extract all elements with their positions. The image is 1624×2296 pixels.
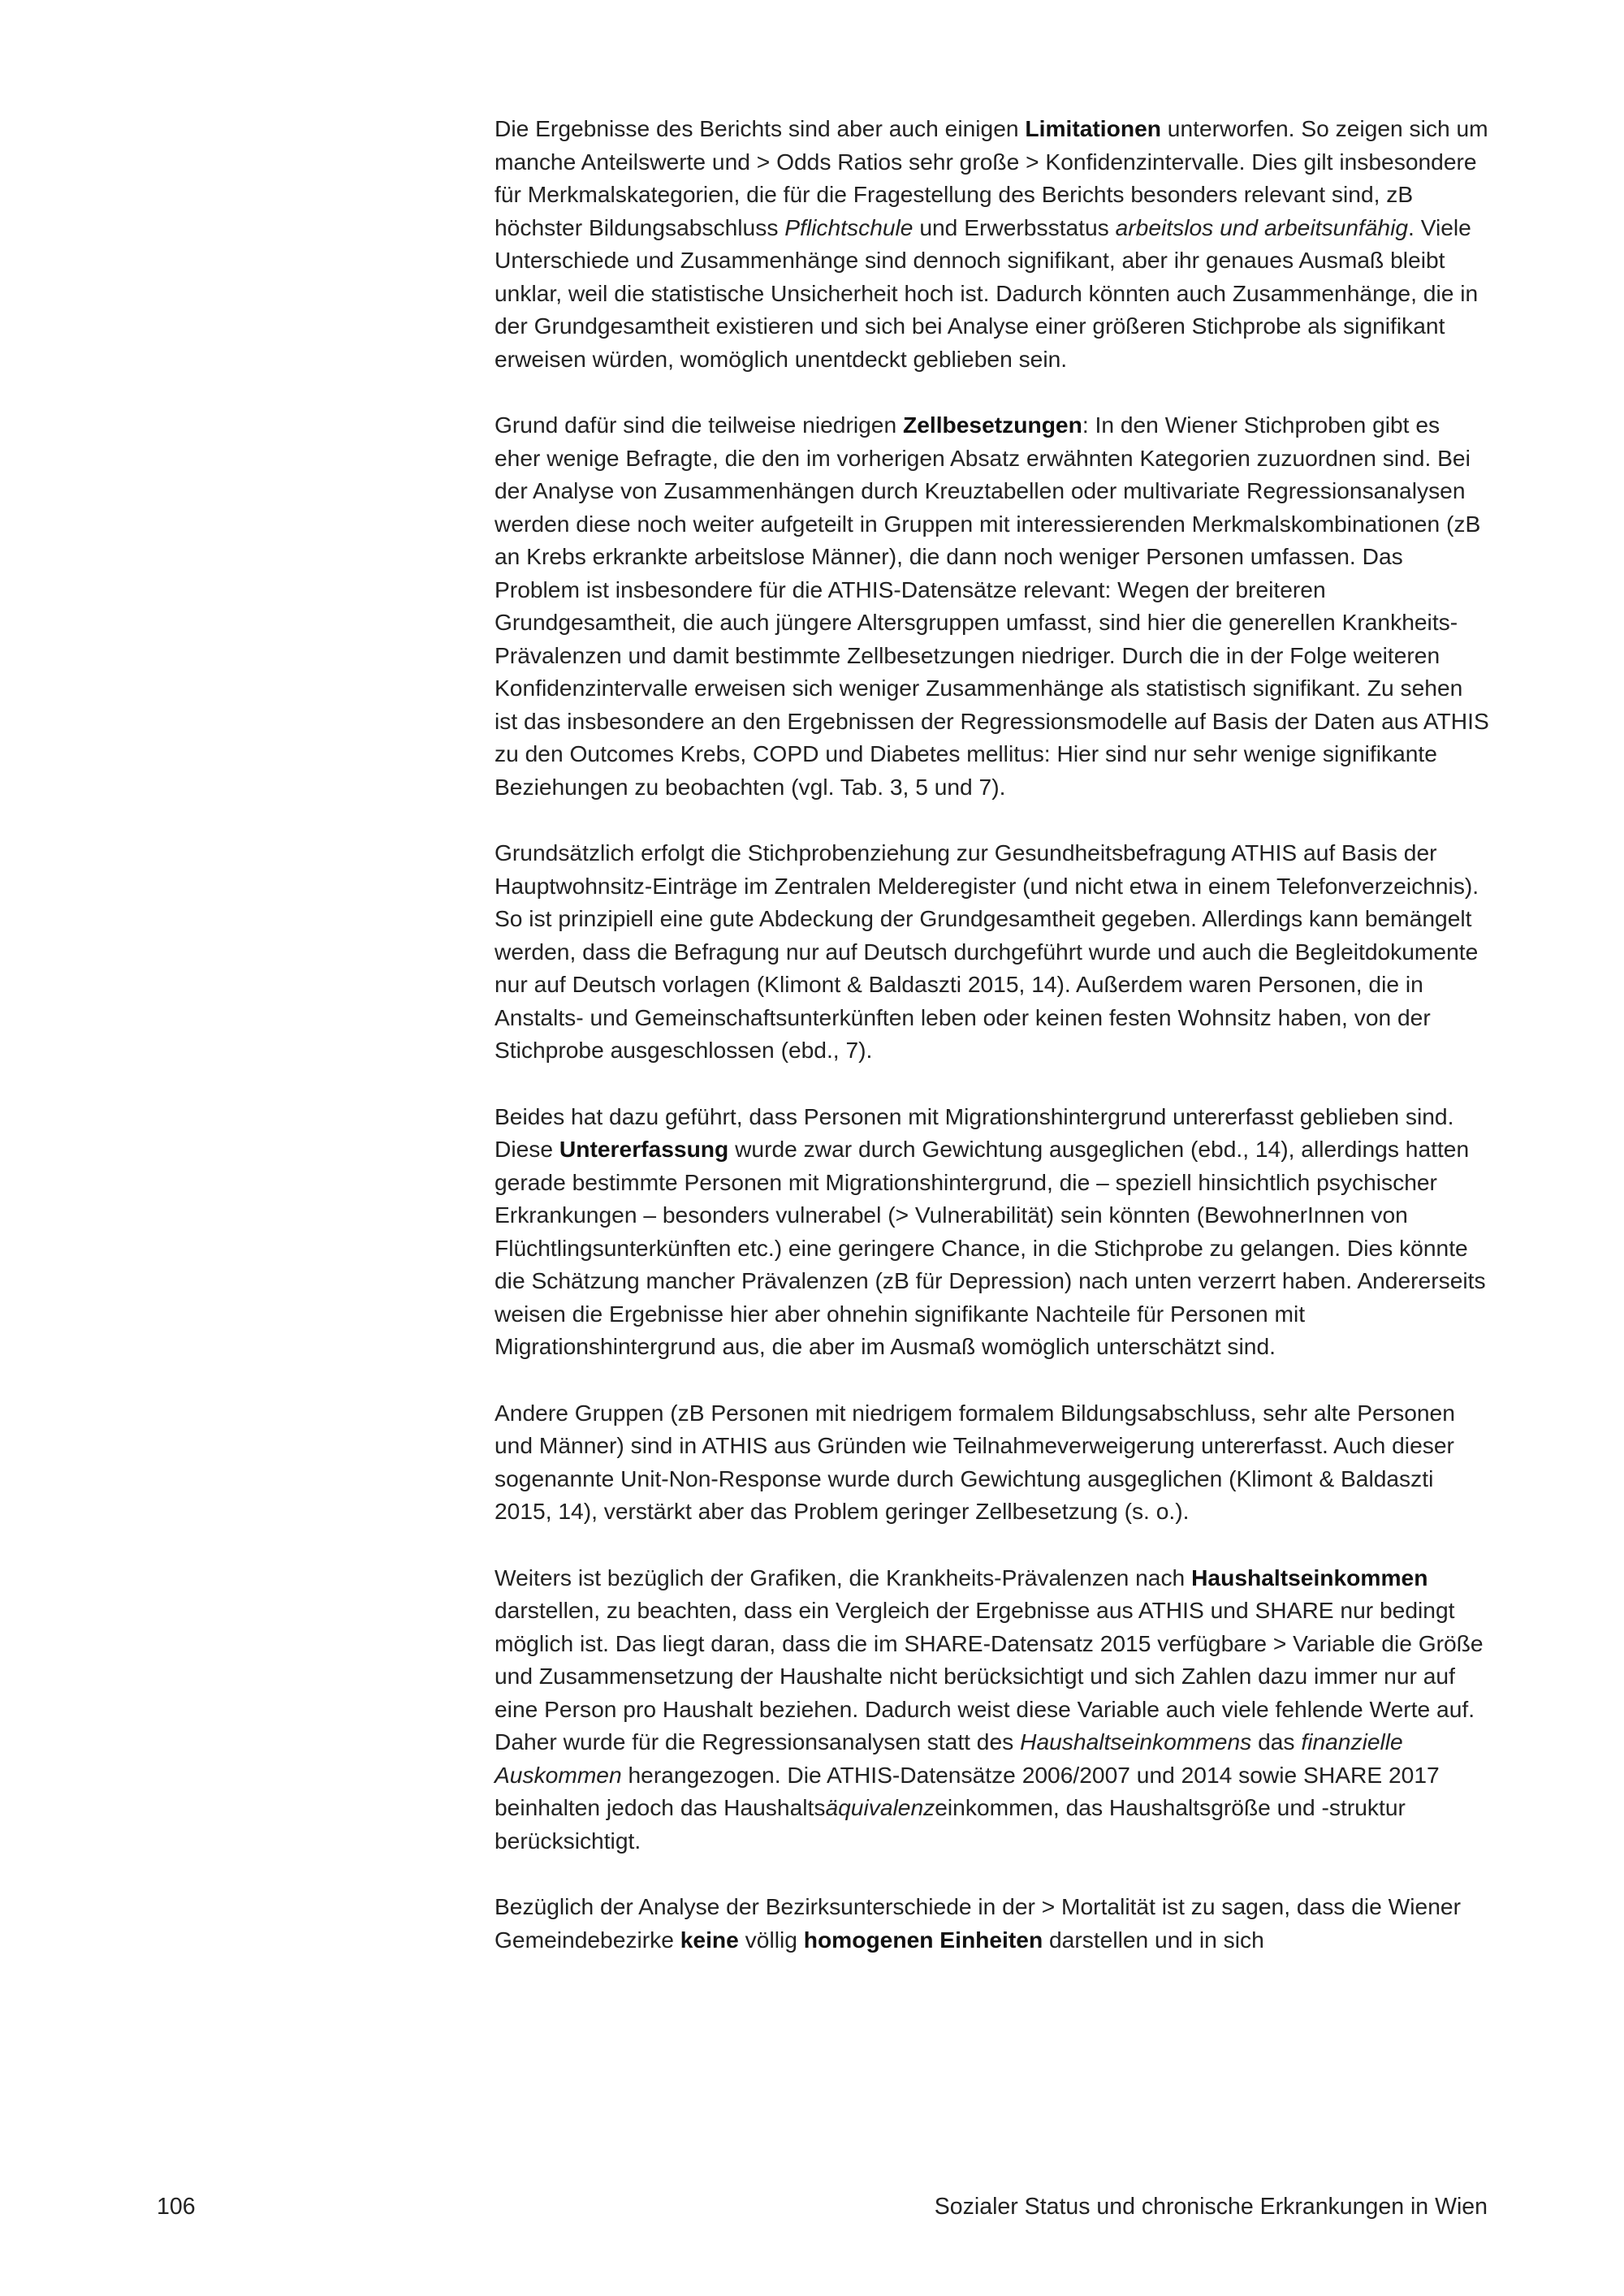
- text-run: Bezüglich der Analyse der Bezirksunterschiede in der > Mortalität ist zu sagen, dass die Wiener Gemeindebezirke: [495, 1893, 1461, 1953]
- text-run: Andere Gruppen (zB Personen mit niedrigem formalem Bildungsabschluss, sehr alte Personen und Männer) sind in ATHIS aus Gründen wie Teilnahmeverweigerung untererfasst. Auch dieser sogenannte Unit-Non-Response wurde durch Gewichtung ausgeglichen (Klimont & Baldaszti 2015, 14), verstärkt aber das Problem geringer Zellbesetzung (s. o.).: [495, 1399, 1455, 1524]
- bold-term: Haushaltseinkommen: [1191, 1564, 1428, 1590]
- bold-term: keine: [680, 1926, 739, 1953]
- italic-term: finanzielle Auskommen: [495, 1728, 1403, 1788]
- bold-term: homogenen Einheiten: [803, 1926, 1043, 1953]
- paragraph-sampling: [495, 836, 1489, 1067]
- italic-term: Haushaltseinkommens: [1020, 1728, 1252, 1754]
- text-run: . Viele Unterschiede und Zusammenhänge sind dennoch signifikant, aber ihr genaues Ausmaß bleibt unklar, weil die statistische Unsicherheit hoch ist. Dadurch könnten auch Zusammenhänge, die in der Grundgesamtheit existieren und sich bei Analyse einer größeren Stichprobe als signifikant erweisen würden, womöglich unentdeckt geblieben sein.: [495, 214, 1479, 372]
- paragraph-cell-sizes: [495, 408, 1489, 803]
- text-run: wurde zwar durch Gewichtung ausgeglichen (ebd., 14), allerdings hatten gerade bestimmte Personen mit Migrationshintergrund, die – speziell hinsichtlich psychischer Erkrankungen – besonders vulnerabel (> Vulnerabilität) sein könnten (BewohnerInnen von Flüchtlingsunterkünften etc.) eine geringere Chance, in die Stichprobe zu gelangen. Dies könnte die Schätzung mancher Prävalenzen (zB für Depression) nach unten verzerrt haben. Andererseits weisen die Ergebnisse hier aber ohnehin signifikante Nachteile für Personen mit Migrationshintergrund aus, die aber im Ausmaß womöglich unterschätzt sind.: [495, 1136, 1486, 1359]
- text-run: darstellen und in sich: [1043, 1926, 1264, 1953]
- page-number: 106: [157, 2194, 196, 2220]
- text-run: darstellen, zu beachten, dass ein Vergleich der Ergebnisse aus ATHIS und SHARE nur bedingt möglich ist. Das liegt daran, dass die im SHARE-Datensatz 2015 verfügbare > Variable die Größe und Zusammensetzung der Haushalte nicht berücksichtigt und sich Zahlen dazu immer nur auf eine Person pro Haushalt beziehen. Dadurch weist diese Variable auch viele fehlende Werte auf. Daher wurde für die Regressionsanalysen statt des: [495, 1597, 1484, 1754]
- text-run: herangezogen. Die ATHIS-Datensätze 2006/2007 und 2014 sowie SHARE 2017 beinhalten jedoch das Haushalts: [495, 1761, 1440, 1820]
- text-run: Grund dafür sind die teilweise niedrigen: [495, 412, 903, 438]
- running-title: Sozialer Status und chronische Erkrankungen in Wien: [934, 2194, 1488, 2220]
- italic-term: Pflichtschule: [784, 214, 914, 240]
- italic-term: arbeitslos und arbeitsunfähig: [1115, 214, 1409, 240]
- paragraph-undercoverage: [495, 1100, 1489, 1363]
- text-run: : In den Wiener Stichproben gibt es eher wenige Befragte, die den im vorherigen Absatz erwähnten Kategorien zuzuordnen sind. Bei der Analyse von Zusammenhängen durch Kreuztabellen oder multivariate Regressionsanalysen werden diese noch weiter aufgeteilt in Gruppen mit interessierenden Merkmalskombinationen (zB an Krebs erkrankte arbeitslose Männer), die dann noch weniger Personen umfassen. Das Problem ist insbesondere für die ATHIS-Datensätze relevant: Wegen der breiteren Grundgesamtheit, die auch jüngere Altersgruppen umfasst, sind hier die generellen Krankheits-Prävalenzen und damit bestimmte Zellbesetzungen niedriger. Durch die in der Folge weiteren Konfidenzintervalle erweisen sich weniger Zusammenhänge als statistisch signifikant. Zu sehen ist das insbesondere an den Ergebnissen der Regressionsmodelle auf Basis der Daten aus ATHIS zu den Outcomes Krebs, COPD und Diabetes mellitus: Hier sind nur sehr wenige signifikante Beziehungen zu beobachten (vgl. Tab. 3, 5 und 7).: [495, 412, 1489, 800]
- text-run: unterworfen. So zeigen sich um manche Anteilswerte und > Odds Ratios sehr große > Konfidenzintervalle. Dies gilt insbesondere für Merkmalskategorien, die für die Fragestellung des Berichts besonders relevant sind, zB höchster Bildungsabschluss: [495, 115, 1488, 240]
- text-run: und Erwerbsstatus: [913, 214, 1116, 240]
- paragraph-household-income: [495, 1561, 1489, 1858]
- italic-term: äquivalenz: [825, 1794, 935, 1820]
- text-run: Die Ergebnisse des Berichts sind aber auch einigen: [495, 115, 1026, 141]
- bold-term: Zellbesetzungen: [902, 412, 1082, 438]
- text-run: Weiters ist bezüglich der Grafiken, die Krankheits-Prävalenzen nach: [495, 1564, 1192, 1590]
- text-run: Grundsätzlich erfolgt die Stichprobenziehung zur Gesundheitsbefragung ATHIS auf Basis der Hauptwohnsitz-Einträge im Zentralen Melderegister (und nicht etwa in einem Telefonverzeichnis). So ist prinzipiell eine gute Abdeckung der Grundgesamtheit gegeben. Allerdings kann bemängelt werden, dass die Befragung nur auf Deutsch durchgeführt wurde und auch die Begleitdokumente nur auf Deutsch vorlagen (Klimont & Baldaszti 2015, 14). Außerdem waren Personen, die in Anstalts- und Gemeinschaftsunterkünften leben oder keinen festen Wohnsitz haben, von der Stichprobe ausgeschlossen (ebd., 7).: [495, 839, 1479, 1063]
- paragraph-district-differences: [495, 1890, 1489, 1956]
- text-run: völlig: [738, 1926, 804, 1953]
- text-run: Beides hat dazu geführt, dass Personen mit Migrationshintergrund untererfasst geblieben sind. Diese: [495, 1103, 1454, 1162]
- paragraph-limitations: [495, 112, 1489, 375]
- text-run: einkommen, das Haushaltsgröße und -struktur berücksichtigt.: [495, 1794, 1406, 1854]
- bold-term: Untererfassung: [559, 1136, 729, 1162]
- paragraph-unit-non-response: [495, 1396, 1489, 1528]
- text-run: das: [1251, 1728, 1302, 1754]
- bold-term: Limitationen: [1025, 115, 1161, 141]
- body-text-column: [495, 112, 1489, 1989]
